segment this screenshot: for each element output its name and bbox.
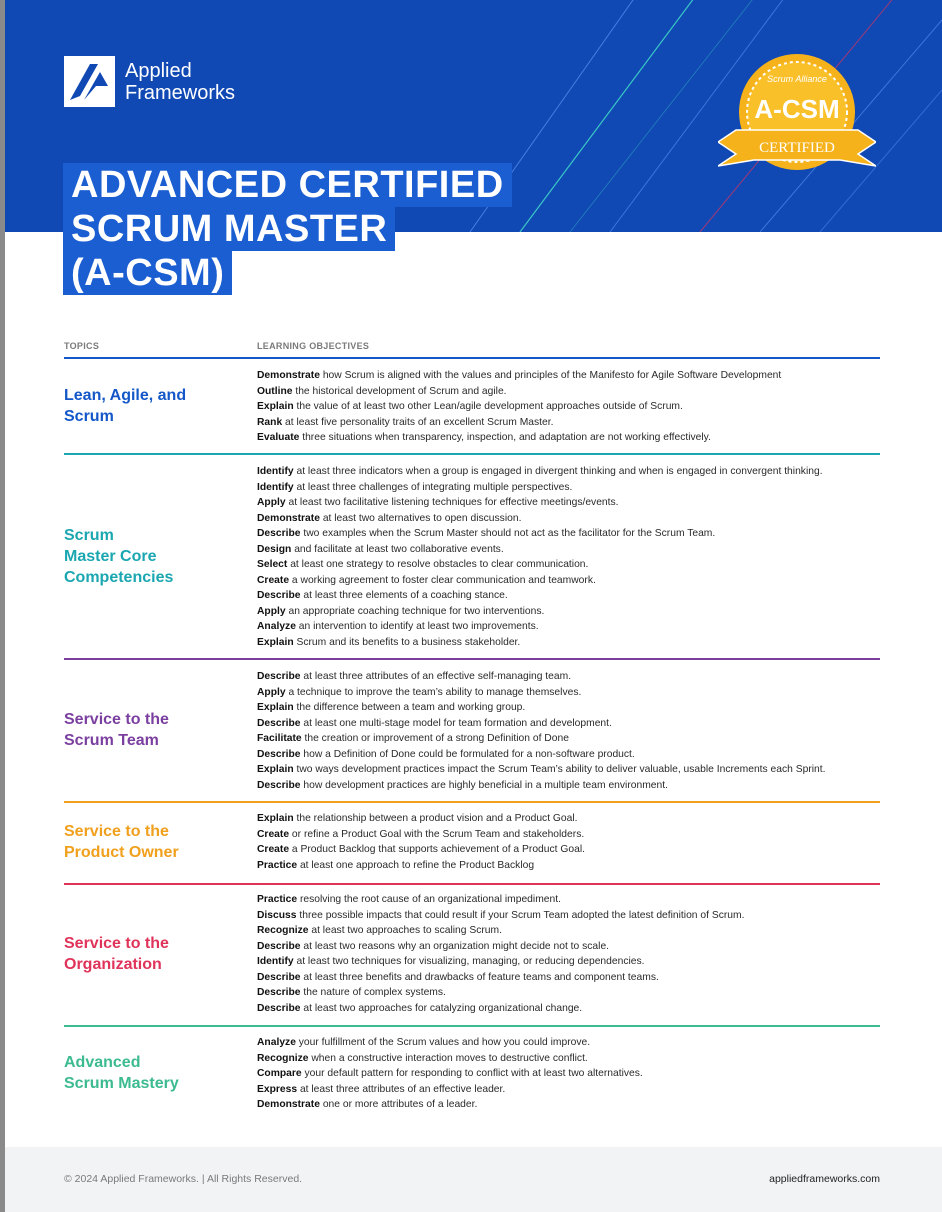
- topic-line: Service to the: [64, 823, 169, 840]
- objective-item: Identify at least three indicators when a group is engaged in divergent thinking and when is engaged in convergent thinking.: [257, 466, 823, 477]
- section-service-organization: [64, 883, 880, 1025]
- objective-item: Create a Product Backlog that supports achievement of a Product Goal.: [257, 844, 585, 855]
- objective-item: Identify at least two techniques for visualizing, managing, or reducing dependencies.: [257, 956, 645, 967]
- title-line-2: SCRUM MASTER: [63, 207, 395, 251]
- objective-item: Explain two ways development practices impact the Scrum Team’s ability to deliver valuable, usable Increments each Sprint.: [257, 764, 826, 775]
- objective-item: Express at least three attributes of an effective leader.: [257, 1083, 506, 1095]
- objective-item: Apply at least two facilitative listening techniques for effective meetings/events.: [257, 497, 619, 508]
- objective-item: Discuss three possible impacts that could result if your Scrum Team adopted the latest definition of Scrum.: [257, 909, 745, 921]
- topic-line: Competencies: [64, 569, 174, 586]
- objective-item: Analyze your fulfillment of the Scrum values and how you could improve.: [257, 1037, 591, 1048]
- section-divider: [64, 801, 880, 803]
- section-service-scrum-team: [64, 658, 880, 801]
- objective-item: Demonstrate at least two alternatives to open discussion.: [257, 512, 522, 524]
- objectives-list: [257, 368, 880, 446]
- topic-line: Master Core: [64, 548, 157, 565]
- objective-item: Rank at least five personality traits of an excellent Scrum Master.: [257, 416, 554, 428]
- objective-item: Facilitate the creation or improvement of a strong Definition of Done: [257, 733, 569, 744]
- objectives-list: [257, 892, 880, 1016]
- topic-title: [64, 1052, 244, 1094]
- objective-item: Select at least one strategy to resolve obstacles to clear communication.: [257, 559, 589, 570]
- objective-item: Create or refine a Product Goal with the Scrum Team and stakeholders.: [257, 828, 585, 840]
- page-edge: [0, 0, 5, 1212]
- section-divider: [64, 357, 880, 359]
- topic-line: Organization: [64, 956, 162, 973]
- title-line-3: (A-CSM): [63, 251, 232, 295]
- topic-title: [64, 821, 244, 863]
- topic-title: [64, 385, 244, 427]
- objective-item: Demonstrate how Scrum is aligned with the values and principles of the Manifesto for Agile Software Development: [257, 370, 782, 381]
- brand-name-line1: Applied: [125, 59, 192, 82]
- copyright-text: © 2024 Applied Frameworks. | All Rights Reserved.: [64, 1173, 303, 1185]
- section-scrum-master-core: [64, 453, 880, 658]
- objective-item: Describe the nature of complex systems.: [257, 987, 446, 998]
- objective-item: Explain the difference between a team and working group.: [257, 702, 526, 713]
- objective-item: Explain Scrum and its benefits to a business stakeholder.: [257, 636, 521, 648]
- badge-code: A-CSM: [754, 94, 840, 124]
- section-divider: [64, 883, 880, 885]
- topic-line: Scrum: [64, 527, 114, 544]
- topic-line: Lean, Agile, and: [64, 387, 187, 404]
- objective-item: Outline the historical development of Scrum and agile.: [257, 385, 507, 397]
- section-divider: [64, 658, 880, 660]
- objective-item: Describe at least two reasons why an organization might decide not to scale.: [257, 940, 610, 952]
- objective-item: Explain the value of at least two other Lean/agile development approaches outside of Scrum.: [257, 401, 683, 412]
- section-divider: [64, 453, 880, 455]
- section-divider: [64, 1025, 880, 1027]
- certification-badge: [718, 50, 876, 180]
- brand-name-line2: Frameworks: [125, 81, 236, 104]
- topic-line: Product Owner: [64, 844, 179, 861]
- objective-item: Compare your default pattern for responding to conflict with at least two alternatives.: [257, 1068, 643, 1079]
- badge-issuer: Scrum Alliance: [767, 74, 827, 84]
- objective-item: Create a working agreement to foster clear communication and teamwork.: [257, 574, 596, 586]
- objective-item: Describe how a Definition of Done could be formulated for a non-software product.: [257, 748, 635, 760]
- topic-line: Scrum Team: [64, 732, 159, 749]
- objective-item: Describe how development practices are highly beneficial in a multiple team environment.: [257, 779, 668, 791]
- objective-item: Explain the relationship between a product vision and a Product Goal.: [257, 813, 578, 824]
- objective-item: Practice resolving the root cause of an organizational impediment.: [257, 894, 561, 905]
- objective-item: Recognize when a constructive interaction moves to destructive conflict.: [257, 1052, 588, 1064]
- objectives-list: [257, 1035, 880, 1113]
- page-title: [63, 163, 512, 295]
- objective-item: Practice at least one approach to refine the Product Backlog: [257, 859, 535, 871]
- objective-item: Describe at least three elements of a coaching stance.: [257, 590, 508, 601]
- topic-line: Service to the: [64, 935, 169, 952]
- topic-title: [64, 525, 244, 588]
- objective-item: Describe at least three benefits and drawbacks of feature teams and component teams.: [257, 971, 659, 983]
- badge-ribbon: CERTIFIED: [759, 140, 835, 156]
- logo-mark-icon: [64, 56, 115, 107]
- brand-name: [125, 60, 235, 104]
- topic-line: Scrum Mastery: [64, 1075, 179, 1092]
- objective-item: Recognize at least two approaches to scaling Scrum.: [257, 925, 502, 936]
- topic-line: Scrum: [64, 408, 114, 425]
- website-link[interactable]: appliedframeworks.com: [769, 1173, 880, 1185]
- title-line-1: ADVANCED CERTIFIED: [63, 163, 512, 207]
- objectives-list: [257, 464, 880, 650]
- page-footer: [0, 1147, 942, 1212]
- topic-line: Advanced: [64, 1054, 141, 1071]
- objectives-list: [257, 811, 880, 873]
- objective-item: Apply an appropriate coaching technique for two interventions.: [257, 605, 545, 617]
- section-lean-agile: [64, 357, 880, 452]
- objective-item: Describe at least two approaches for catalyzing organizational change.: [257, 1002, 583, 1014]
- section-service-product-owner: [64, 801, 880, 883]
- objective-item: Apply a technique to improve the team’s ability to manage themselves.: [257, 686, 582, 698]
- topic-title: [64, 933, 244, 975]
- objective-item: Analyze an intervention to identify at least two improvements.: [257, 621, 539, 632]
- objective-item: Evaluate three situations when transparency, inspection, and adaptation are not working effectively.: [257, 432, 711, 443]
- section-advanced-scrum-mastery: [64, 1025, 880, 1125]
- objective-item: Describe at least three attributes of an effective self-managing team.: [257, 671, 572, 682]
- objective-item: Design and facilitate at least two collaborative events.: [257, 543, 504, 555]
- brand-logo: [64, 56, 235, 107]
- topic-title: [64, 709, 244, 751]
- topic-line: Service to the: [64, 711, 169, 728]
- objective-item: Describe two examples when the Scrum Master should not act as the facilitator for the Scrum Team.: [257, 528, 716, 539]
- objective-item: Identify at least three challenges of integrating multiple perspectives.: [257, 481, 573, 493]
- topics-header: TOPICS: [64, 341, 100, 351]
- objectives-list: [257, 669, 880, 793]
- objectives-header: LEARNING OBJECTIVES: [257, 341, 370, 351]
- objective-item: Demonstrate one or more attributes of a leader.: [257, 1099, 478, 1110]
- objective-item: Describe at least one multi-stage model for team formation and development.: [257, 717, 612, 729]
